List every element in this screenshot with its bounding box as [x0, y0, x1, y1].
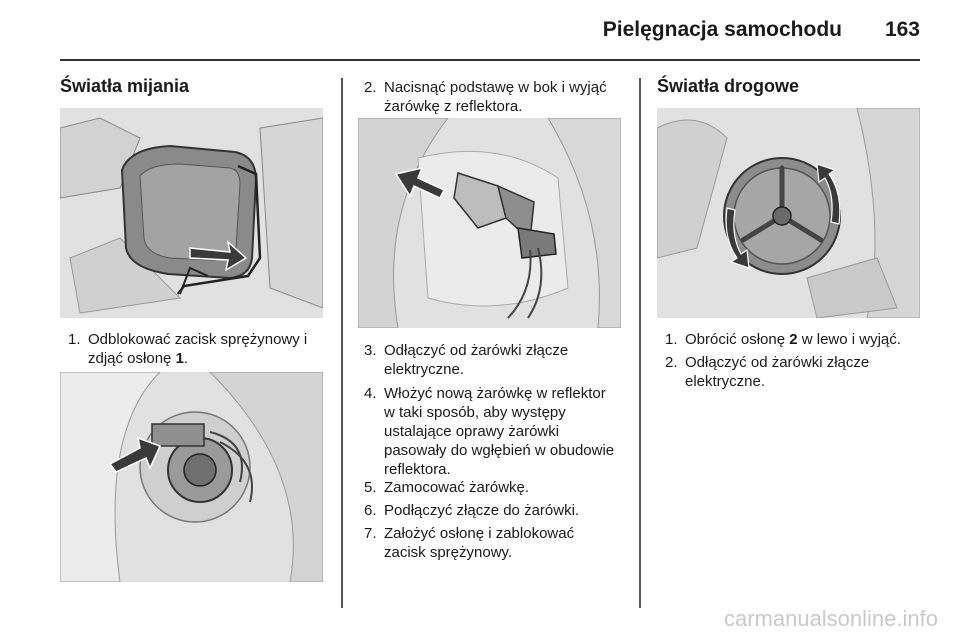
step-text — [88, 330, 328, 368]
section-title-low-beam: Światła mijania — [60, 76, 190, 96]
step-text: Założyć osłonę i zablokować zacisk sprężynowy. — [384, 525, 575, 561]
step-text-part: Obrócić osłonę — [685, 331, 790, 348]
step-item — [364, 78, 629, 116]
figure-low-beam-remove-bulb — [358, 118, 621, 328]
step-text: Odłączyć od żarówki złącze elektryczne. — [685, 354, 870, 390]
step-text: Podłączyć złącze do żarówki. — [384, 502, 580, 519]
step-text — [685, 330, 930, 349]
step-text: Włożyć nową żarówkę w reflektor w taki sposób, aby występy ustalające oprawy żarówki pasowały do wgłębień w obudowie reflektora. — [384, 385, 615, 478]
step-number: 6. — [364, 502, 377, 519]
column-divider-right — [639, 78, 641, 608]
step-item — [364, 384, 634, 479]
column-divider-left — [341, 78, 343, 608]
step-number: 2. — [665, 354, 678, 371]
step-item — [364, 478, 629, 497]
step-ref-number: 2 — [789, 331, 798, 348]
step-number: 7. — [364, 525, 377, 542]
step-number: 2. — [364, 79, 377, 96]
low-beam-cover-illustration — [60, 108, 323, 318]
step-text: Zamocować żarówkę. — [384, 479, 530, 496]
step-item — [68, 330, 328, 368]
page-header — [60, 0, 920, 62]
step-number: 1. — [665, 331, 678, 348]
remove-bulb-illustration — [358, 118, 621, 328]
step-text: Nacisnąć podstawę w bok i wyjąć żarówkę z reflektora. — [384, 79, 607, 115]
step-text-part: Odblokować zacisk sprężynowy i zdjąć osłonę — [88, 331, 308, 367]
figure-high-beam-cover — [657, 108, 920, 318]
section-title-high-beam: Światła drogowe — [657, 76, 800, 96]
high-beam-cover-illustration — [657, 108, 920, 318]
step-ref-number: 1 — [175, 350, 184, 367]
step-item — [665, 330, 930, 349]
step-text: Odłączyć od żarówki złącze elektryczne. — [384, 342, 569, 378]
step-number: 3. — [364, 342, 377, 359]
low-beam-bulb-illustration — [60, 372, 323, 582]
step-number: 5. — [364, 479, 377, 496]
step-number: 1. — [68, 331, 81, 348]
step-text-part: . — [183, 350, 189, 367]
header-title: Pielęgnacja samochodu — [602, 18, 842, 41]
step-number: 4. — [364, 385, 377, 402]
step-item — [364, 524, 629, 562]
step-item — [665, 353, 905, 391]
step-text-part: w lewo i wyjąć. — [797, 331, 901, 348]
figure-low-beam-cover — [60, 108, 323, 318]
header-rule — [60, 59, 920, 61]
step-item — [364, 341, 629, 379]
step-item — [364, 501, 629, 520]
watermark: carmanualsonline.info — [723, 606, 938, 631]
figure-low-beam-bulb — [60, 372, 323, 582]
page-number: 163 — [884, 18, 920, 41]
